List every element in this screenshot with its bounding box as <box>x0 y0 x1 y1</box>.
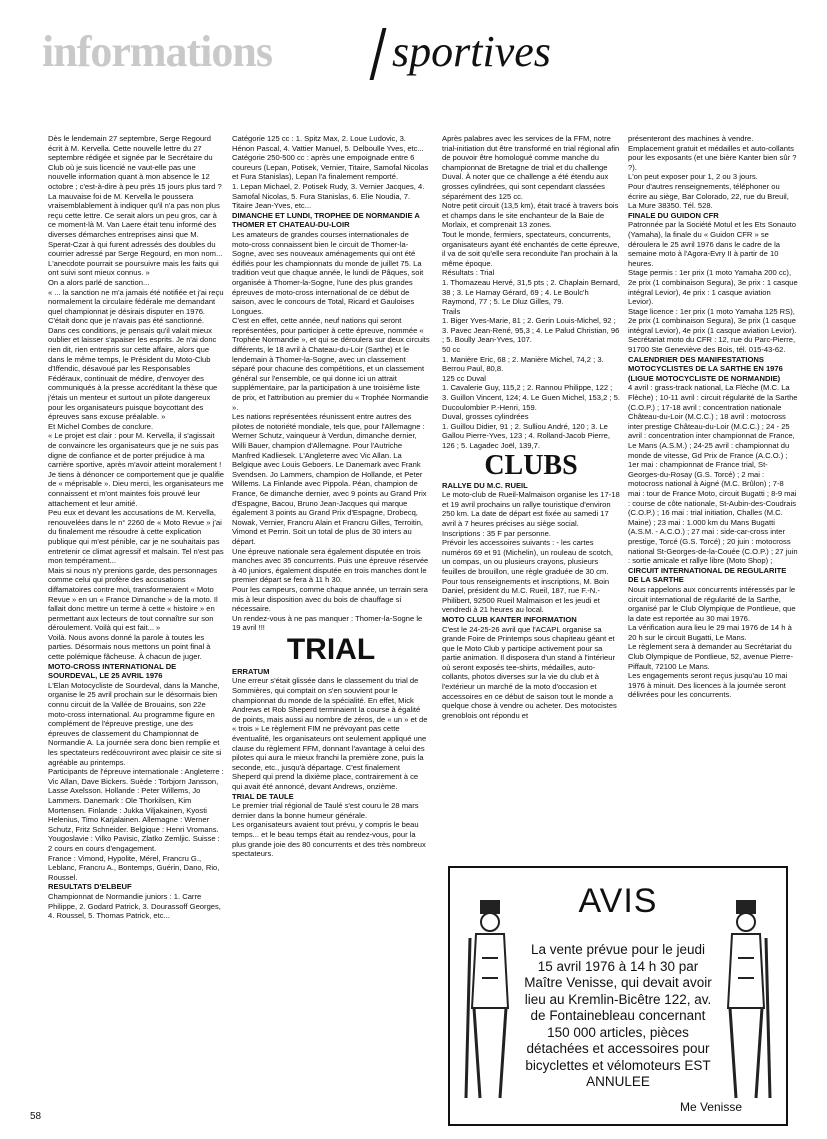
soldier-figure-right-icon <box>716 898 776 1108</box>
paragraph: « ... la sanction ne m'a jamais été notifiée et j'ai reçu normalement la circulaire fédérale me demandant quel championnat je désirais disputer en 1976. C'était donc que je n'avais pas été sanctionné. <box>48 287 224 326</box>
paragraph: Un rendez-vous à ne pas manquer : Thomer-la-Sogne le 19 avril !!! <box>232 613 423 633</box>
paragraph: Peu eux et devant les accusations de M. Kervella, renouvelées dans le n° 2260 de « Moto Revue » j'ai du finalement me résoudre à cette explication publique qui m'est pénible, car je ne souhaitais pas entretenir ce climat agressif et malsain. Tel n'est pas mon tempérament... <box>48 508 224 566</box>
paragraph: Pour les campeurs, comme chaque année, un terrain sera mis à leur disposition avec du bois de chauffage si nécessaire. <box>232 584 428 614</box>
paragraph: France : Vimond, Hypolite, Mérel, Francru G., Leblanc, Francru A., Bontemps, Guérin, Dano, Rio, Roussel. <box>48 853 220 882</box>
paragraph: Duval, grosses cylindrées <box>442 412 529 422</box>
section-heading: ERRATUM <box>232 666 270 676</box>
column-2 <box>232 134 430 1122</box>
paragraph: 1. Thomazeau Hervé, 31,5 pts ; 2. Chaplain Bernard, 38 ; 3. Le Harnay Gérard, 69 ; 4. Le Boulc'h Raymond, 77 ; 5. Le Dluz Gilles, 79. <box>442 277 620 307</box>
paragraph: 1. Guillou Didier, 91 ; 2. Sulliou André, 120 ; 3. Le Gallou Pierre-Yves, 123 ; 4. Rolland-Jacob Pierre, 126 ; 5. Lagadec Joël, 139,7. <box>442 421 610 450</box>
paragraph: 50 cc <box>442 345 461 355</box>
paragraph: La mauvaise foi de M. Kervella le poussera vraisemblablement à indiquer qu'il n'a pas non plus reçu cette lettre. Ce serait alors un peu gros, car à ce moment-là M. Van Laere était tenu informé des diverses démarches entreprises ainsi que M. Sperat-Czar à qui furent adressés des doubles du courrier adressé par Serge Regourd, en mon nom... <box>48 191 223 259</box>
paragraph: Patronnée par la Société Motul et les Ets Sonauto (Yamaha), la finale du « Guidon CFR » se déroulera le 25 avril 1976 dans le cadre de la semaine moto à l'Agora-Evry II à partir de 10 heures. <box>628 220 797 268</box>
paragraph: 4 avril : grass-track national, La Flèche (M.C. La Flèche) ; 10-11 avril : circuit régularité de la Sarthe (C.O.P.) ; 17-18 avril : concentration nationale Château-du-Loir (M.C.C.) ; 18 avril : motocross inter prestige Château-du-Loir (M.C.C.) ; 24 - 25 avril : concentration inter championnat de France, Le Mans (A.S.M.) ; 24-25 avril : championnat du monde de vitesse, Gd Prix de France (A.C.O.) ; 1er mai : championnat de France trial, St-Georges-du-Rosay (G.S. Torcé) ; 2 mai : motocross national à Aigné (M.C. Brûlon) ; 7-8 mai : tour de France Moto, circuit Bugatti ; 8-9 mai : course de côte nationale, St-Aubin-des-Coudrais (C.O.P.) ; 16 mai : trial initiation, Challes (M.C. Maine) ; 23 mai : 1.000 km du Mans Bugatti (A.S.M. - A.C.O.) ; 27 mai : side-car-cross inter prestige, Torcé (G.S. Torcé) ; 20 juin : motocross national St-Georges-de-la-Couée (C.O.P.) ; 27 juin : sortie amicale et rallye libre (Moto Shop) ; <box>628 383 798 566</box>
paragraph: Le règlement sera à demander au Secrétariat du Club Olympique de Pontlieue, 52, avenue Pierre-Piffault, 72100 Le Mans. <box>628 642 794 671</box>
paragraph: Le moto-club de Rueil-Malmaison organise les 17-18 et 19 avril prochains un rallye touristique d'environ 250 km. La date de départ est fixée au samedi 17 avril à 7 heures précises au siège social. <box>442 490 620 528</box>
paragraph: Catégorie 125 cc : 1. Spitz Max, 2. Loue Ludovic, 3. Hénon Pascal, 4. Vattier Manuel, 5. Delboulle Yves, etc... <box>232 134 424 153</box>
paragraph: Les engagements seront reçus jusqu'au 10 mai 1976 à minuit. Des licences à la journée seront délivrées pour les concurrents. <box>628 671 788 700</box>
paragraph: L'on peut exposer pour 1, 2 ou 3 jours. <box>628 172 758 182</box>
paragraph: Une erreur s'était glissée dans le classement du trial de Sommières, qui comptait on s'en souvient pour le championnat du monde de la spécialité. En effet, Mick Andrews et Rob Sheperd terminaient la course à égalité de points, mais aussi au nombre de zéros, de « un » et de « trois » Le règlement FIM ne prévoyant pas cette éventualité, les organisateurs ont seulement appliqué une clause du règlement FFM, donnant l'avantage à celui des pilotes qui aura le mieux franchi la première zone, puis la seconde, etc., jusqu'à départage. C'est finalement Sheperd qui prend la dixième place, contrairement à ce qui avait été annoncé, devant Andrews, onzième. <box>232 676 428 791</box>
paragraph: Tout le monde, fermiers, spectateurs, concurrents, organisateurs ayant été enchantés de cette épreuve, il va de soit qu'elle sera reconduite l'an prochain à la même époque. <box>442 229 620 268</box>
paragraph: Notre petit circuit (13,5 km), était tracé à travers bois et champs dans le site enchanteur de la Baie de Morlaix, et comprenait 13 zones. <box>442 201 619 230</box>
soldier-figure-left-icon <box>460 898 520 1108</box>
paragraph: Une épreuve nationale sera également disputée en trois manches avec 35 concurrents. Puis une épreuve réservée à 40 juniors, également disputée en trois manches dont le premier départ se fera à 11 h 30. <box>232 546 429 585</box>
section-banner: CLUBS <box>484 449 578 481</box>
notice-signature: Me Venisse <box>679 1100 742 1114</box>
paragraph: Après palabres avec les services de la FFM, notre trial-initiation dut être transformé en trial régional afin de pouvoir être homologué comme manche du championnat de Bretagne de trial et du challenge Duval. À noter que ce challenge a été étendu aux grosses cylindrées, qui sont cependant classées séparément des 125 cc. <box>442 134 620 201</box>
paragraph: 1. Cavalerie Guy, 115,2 ; 2. Rannou Philippe, 122 ; 3. Guillon Vincent, 124; 4. Le Guen Michel, 153,2 ; 5. Ducoulombier P.-Henri, 159. <box>442 383 620 412</box>
paragraph: Nous rappelons aux concurrents intéressés par le circuit international de régularité de la Sarthe, organisé par le Club Olympique de Pontlieue, que la date est reportée au 30 mai 1976. <box>628 584 796 623</box>
paragraph: 1. Lepan Michael, 2. Potisek Rudy, 3. Vernier Jacques, 4. Samofal Nicolas, 5. Fura Stanislas, 6. Elie Noudia, 7. Titaire Jean-Yves, etc... <box>232 181 425 211</box>
notice-title: AVIS <box>578 882 658 920</box>
section-heading: RESULTATS D'ELBEUF <box>48 882 132 892</box>
paragraph: Dès le lendemain 27 septembre, Serge Regourd écrit à M. Kervella. Cette nouvelle lettre du 27 septembre rédigée et signée par le Secrétaire du Club où je suis licencié ne vaut-elle pas une nouvelle information quant à mon absence le 12 octobre ; c'est-à-dire à peu près 15 jours plus tard ? <box>48 134 222 191</box>
paragraph: Stage licence : 1er prix (1 moto Yamaha 125 RS), 2e prix (1 combinaison Segura), 3e prix (1 casque intégral Levior), 4e prix (1 casque aviation Levior). <box>628 306 797 335</box>
section-heading: TRIAL DE TAULE <box>232 791 294 801</box>
paragraph: Voilà. Nous avons donné la parole à toutes les parties. Désormais nous mettons un point final à cette polémique fâcheuse. À chacun de juger. <box>48 632 211 662</box>
paragraph: Les nations représentées réunissent entre autres des pilotes de notoriété mondiale, tels que, pour l'Allemagne : Werner Schutz, vainqueur à Verdun, dimanche dernier, Willi Bauer, champion d'Allemagne. Pour l'Autriche Manfred Kadliesek. L'Angleterre avec Vic Allan. La Belgique avec Louis Geboers. Le Danemark avec Frank Svendsen. Jo Lammers, champion de Hollande, et Peter Willems. La Finlande avec Pippola. Péan, champion de France, 6e dimanche dernier, avec 9 points au Grand Prix d'Espagne, Bacou, Bruno Jean-Jacques qui marque également 3 points au Grand Prix d'Espagne, Drobecq, Nowak, Vernier, Francru Alain et Francru Gilles, Terroitin, Vimond et Perrin. Soit un total de plus de 30 inters au départ. <box>232 412 427 546</box>
paragraph: Dans ces conditions, je pensais qu'il valait mieux oublier et laisser s'apaiser les esprits. Je n'ai donc rien dit, rien entrepris sur cette affaire, alors que dans le même temps, le Président du Moto-Club d'Iffendic, désavoué par les Responsables Fédéraux, continuait de médire, d'envoyer des communiqués à la presse accréditant la thèse que j'étais un menteur et surtout un pilote dangereux pour les organisateurs puisque boycottant des épreuves sans excuse préalable. » <box>48 325 218 422</box>
paragraph: Et Michel Combes de conclure. <box>48 421 154 431</box>
notice-box <box>448 866 788 1126</box>
section-heading: RALLYE DU M.C. RUEIL <box>442 480 528 490</box>
header-slash <box>370 28 387 80</box>
column-4 <box>628 134 798 856</box>
paragraph: Pour tous renseignements et inscriptions, M. Boin Daniel, président du M.C. Rueil, 187, rue F.-N.-Philibert, 92500 Rueil Malmaison et les jeudi et vendredi à 21 heures au local. <box>442 576 610 615</box>
column-1 <box>48 134 225 1122</box>
paragraph: On a alors parlé de sanction... <box>48 277 150 287</box>
paragraph: présenteront des machines à vendre. Emplacement gratuit et médailles et auto-collants pour les exposants (et une bière Kanter bien sûr ? ?). <box>628 134 797 172</box>
section-heading: CALENDRIER DES MANIFESTATIONS MOTOCYCLISTES DE LA SARTHE EN 1976 (LIGUE MOTOCYCLISTE DE NORMANDIE) <box>628 354 783 383</box>
paragraph: 1. Manière Eric, 68 ; 2. Manière Michel, 74,2 ; 3. Berrou Paul, 80,8. <box>442 354 604 374</box>
paragraph: Stage permis : 1er prix (1 moto Yamaha 200 cc), 2e prix (1 combinaison Segura), 3e prix : 1 casque intégral Levior), 4e prix : 1 casque aviation Levior). <box>628 268 798 307</box>
paragraph: C'est le 24-25-26 avril que l'ACAPL organise sa grande Foire de Printemps sous chapiteau géant et que le Moto Club y participe activement pour sa partie animation. Il disposera d'un stand à l'intérieur où seront exposés tee-shirts, médailles, auto-collants, photos diverses sur la vie du club et à l'extérieur un marché de la moto d'occasion et accessoires en ce début de saison tout le monde a quelque chose à vendre ou acheter. Des motocistes grenoblois ont répondu et <box>442 624 617 720</box>
paragraph: Secrétariat moto du CFR : 12, rue du Parc-Pierre, 91700 Ste Geneviève des Bois, tél. 015-43-62. <box>628 335 796 355</box>
paragraph: Mais si nous n'y prenions garde, des personnages comme celui qui profère des accusations diffamatoires contre moi, transformeraient « Moto Revue » en un « France Dimanche » de la moto. Il fallait donc mettre un terme à cette « histoire » en permettant aux lecteurs de tout connaître sur son déroulement. Voilà qui est fait... » <box>48 565 218 633</box>
paragraph: L'anecdote pourrait se poursuivre mais les faits qui ont suivi sont mieux connus. » <box>48 258 219 278</box>
paragraph: Participants de l'épreuve internationale : Angleterre : Vic Allan, Dave Bickers. Suède : Torbjorn Jansson, Lasse Axelsson. Hollande : Peter Willems, Jo Lammers. Danemark : Ole Thorkilsen, Kim Mortensen. Finlande : Jukka Viljakainen, Kyosti Helenius, Timo Karjalainen. Allemagne : Werner Schutz, Fritz Schneider. Belgique : Henri Vromans. Yougoslavie : Vilko Pavisic, Zlatko Zemljic. Suisse : 2 cours en cours d'engagement. <box>48 767 224 853</box>
paragraph: Les amateurs de grandes courses internationales de moto-cross connaissent bien le circuit de Thomer-la-Sogne, avec ses nouveaux aménagements qui ont été édifiés pour les championnats du monde de juillet 75. La tradition veut que chaque année, le lundi de Pâques, soit organisée à Thomer-la-Sogne, l'une des plus grandes épreuves de moto-cross international de ce début de saison, avec le concours de Total, Ricard et Gauloises Longues. <box>232 229 424 316</box>
paragraph: C'est en effet, cette année, neuf nations qui seront représentées, pour participer à cette épreuve, nommée « Trophée Normandie », et qui se déroulera sur deux circuits différents, le 18 avril à Chateau-du-Loir (Sarthe) et le lendemain à Thomer-la-Sogne, avec un classement séparé pour chacune des compétitions, et un classement général sur l'ensemble, ce qui donne ici un attrait supplémentaire, par la participation à une troisième liste de prix, et l'attribution au premier du « Trophée Normandie ». <box>232 316 430 412</box>
section-heading: MOTO-CROSS INTERNATIONAL DE SOURDEVAL, LE 25 AVRIL 1976 <box>48 661 177 681</box>
paragraph: Le premier trial régional de Taulé s'est couru le 28 mars dernier dans la bonne humeur générale. <box>232 801 419 820</box>
header-title: sportives <box>392 27 551 76</box>
paragraph: Les organisateurs avaient tout prévu, y compris le beau temps... et le beau temps était au rendez-vous, pour la plus grande joie des 80 concurrents et des très nombreux spectateurs. <box>232 820 426 859</box>
paragraph: Pour d'autres renseignements, téléphoner ou écrire au siège, Bar Colorado, 22, rue du Breuil, La Mure 38350. Tél. 528. <box>628 181 789 211</box>
paragraph: Résultats : Trial <box>442 268 495 278</box>
paragraph: Catégorie 250-500 cc : après une empoignade entre 6 coureurs (Lepan, Potisek, Vernier, Titaire, Samofal Nicolas et Fura Stanislas), Lepan l'a finalement remporté. <box>232 153 429 182</box>
paragraph: 1. Biger Yves-Marie, 81 ; 2. Gerin Louis-Michel, 92 ; 3. Pavec Jean-René, 95,3 ; 4. Le Palud Christian, 96 ; 5. Boully Jean-Yves, 107. <box>442 316 620 345</box>
section-banner: TRIAL <box>286 632 376 666</box>
paragraph: « Le projet est clair : pour M. Kervella, il s'agissait de convaincre les organisateurs que je ne suis pas digne de confiance et de porter préjudice à ma carrière sportive, après m'avoir atteint moralement ! <box>48 431 222 470</box>
header-faded-word: informations <box>42 27 272 76</box>
paragraph: 125 cc Duval <box>442 373 486 383</box>
paragraph: La vérification aura lieu le 29 mai 1976 de 14 h à 20 h sur le circuit Bugatti, Le Mans. <box>628 623 792 642</box>
paragraph: Je tiens à dénoncer ce comportement que je qualifie de « méprisable ». Dieu merci, les organisateurs me connaissent et m'ont maintes fois prouvé leur attachement et leur amitié. <box>48 469 225 508</box>
paragraph: L'Elan Motocycliste de Sourdeval, dans la Manche, organise le 25 avril prochain sur le désormais bien connu circuit de la Vallée de Brouains, son 22e moto-cross international. Au programme figure en complément de l'épreuve prestige, une des épreuves de classement du Championnat de Normandie A. La journée sera donc bien remplie et les spectateurs redécouvriront avec plaisir ce site si agréable au printemps. <box>48 680 222 767</box>
section-heading: MOTO CLUB KANTER INFORMATION <box>442 614 577 624</box>
section-heading: DIMANCHE ET LUNDI, TROPHEE DE NORMANDIE A THOMER ET CHATEAU-DU-LOIR <box>232 210 420 230</box>
paragraph: Championnat de Normandie juniors : 1. Carre Philippe, 2. Godard Patrick, 3. Dourassoff Georges, 4. Roussel, 5. Thomas Patrick, etc... <box>48 891 221 921</box>
paragraph: Trails <box>442 306 461 316</box>
paragraph: Inscriptions : 35 F par personne. <box>442 528 551 538</box>
paragraph: Prévoir les accessoires suivants : - les cartes numéros 69 et 91 (Michelin), un rouleau de scotch, un compas, un ou plusieurs crayons, plusieurs feuilles de brouillon, une règle graduée de 30 cm. <box>442 538 613 576</box>
page-number: 58 <box>30 1111 42 1122</box>
section-heading: CIRCUIT INTERNATIONAL DE REGULARITE DE LA SARTHE <box>628 565 787 585</box>
section-heading: FINALE DU GUIDON CFR <box>628 210 719 220</box>
column-3 <box>442 134 620 856</box>
notice-text: La vente prévue pour le jeudi 15 avril 1976 à 14 h 30 par Maître Venisse, qui devait avoir lieu au Kremlin-Bicêtre 122, av. de Fontainebleau concernant 150 000 articles, pièces détachées et accessoires pour bicyclettes et vélomoteurs EST ANNULEE <box>524 942 712 1089</box>
